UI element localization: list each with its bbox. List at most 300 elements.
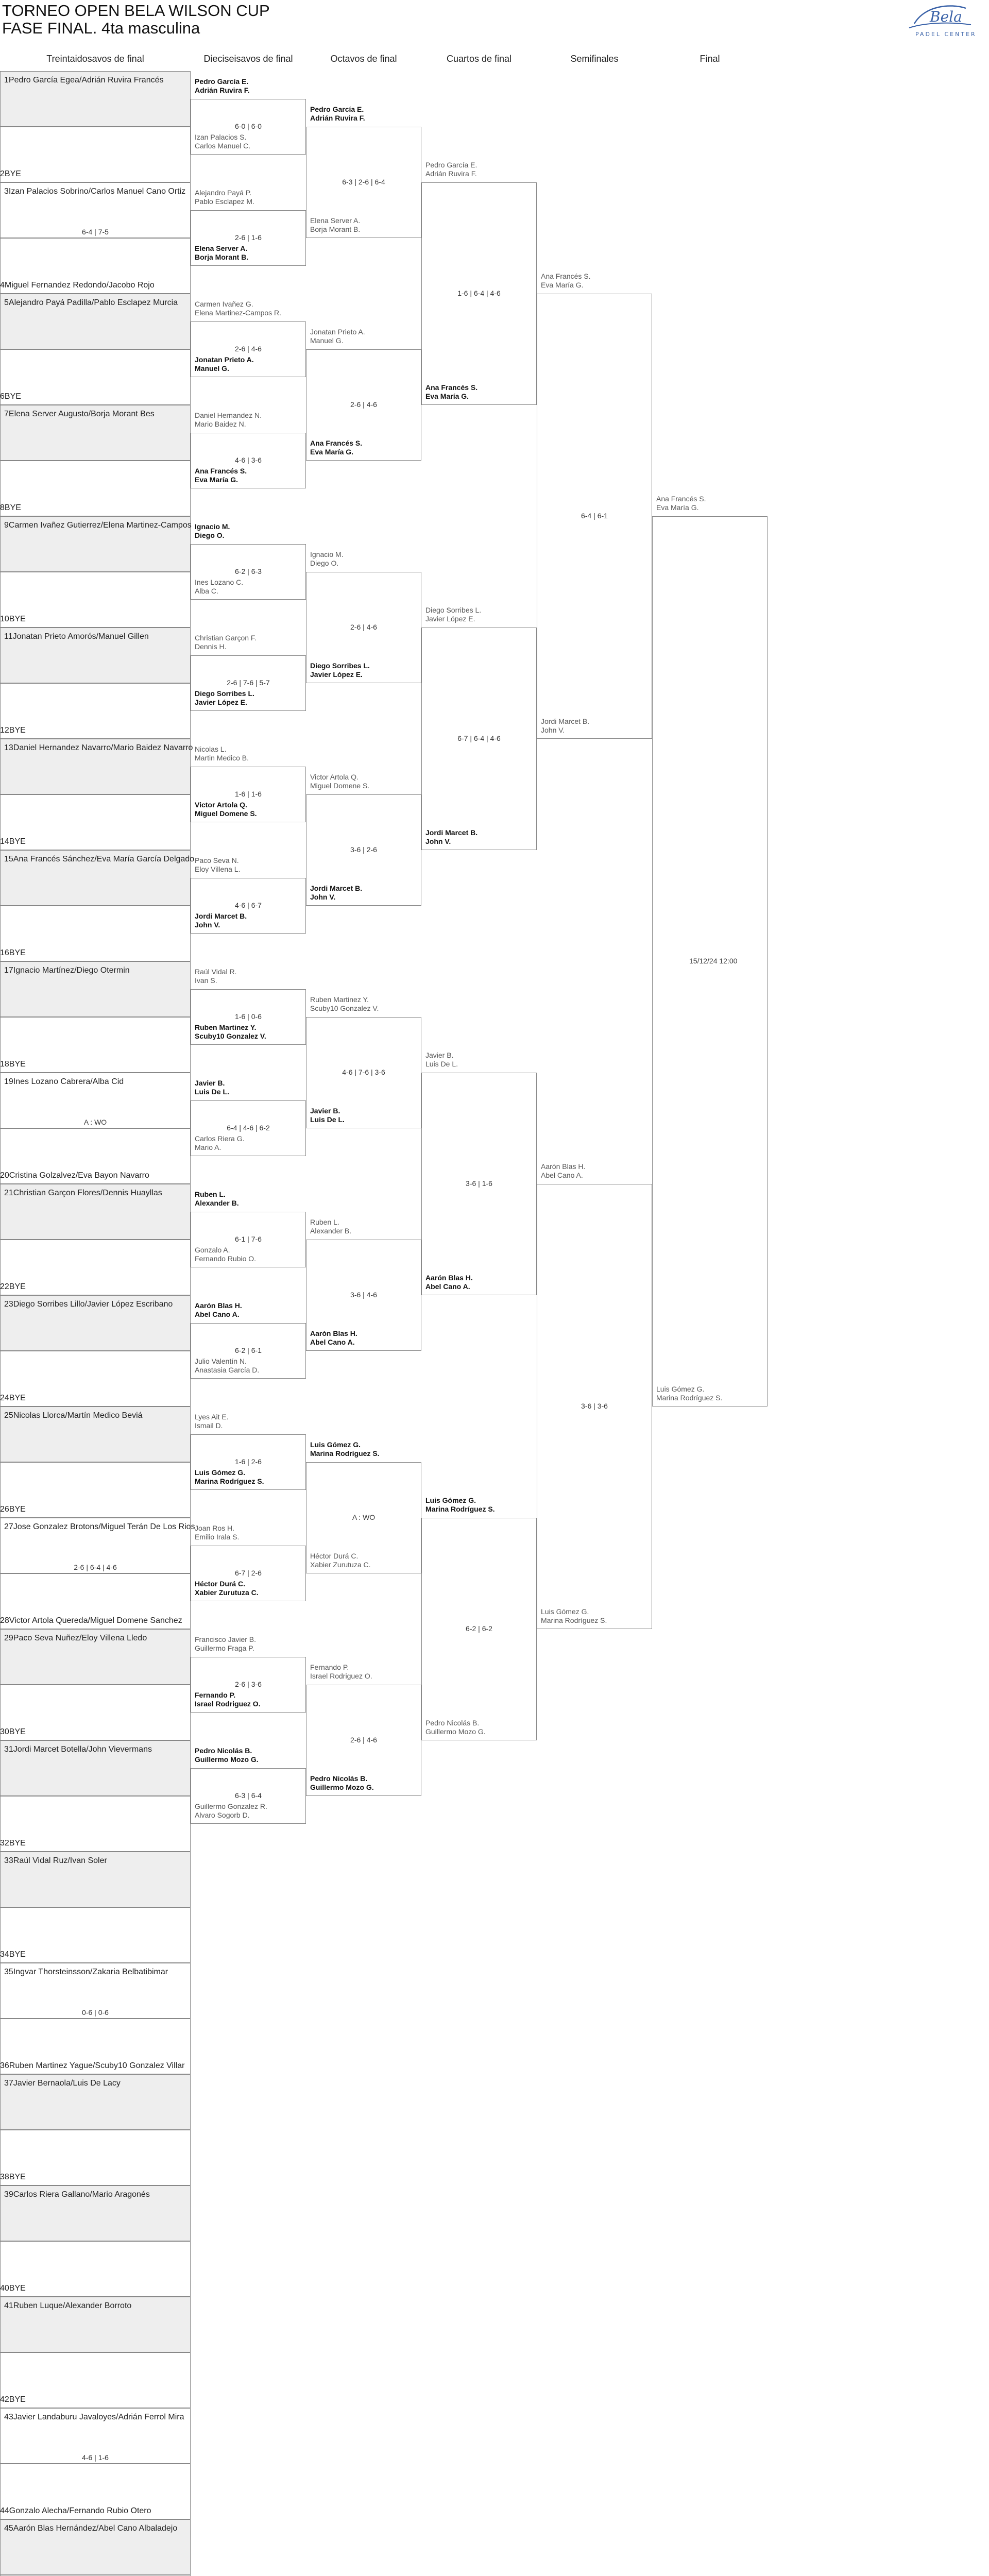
player-name: Anastasia García D.: [195, 1366, 260, 1374]
team-name: BYE: [9, 2395, 26, 2404]
player-name: Jordi Marcet B.: [195, 912, 247, 920]
team-name: BYE: [9, 615, 26, 623]
seed-number: 24: [0, 1394, 9, 1402]
seed-number: 44: [0, 2506, 9, 2515]
entry-line: [4, 1522, 195, 1532]
entry-line: [4, 1411, 143, 1420]
match-score: 1-6 | 0-6: [235, 1012, 262, 1021]
player-name: Abel Cano A.: [195, 1310, 240, 1318]
entry-slot: [0, 2352, 191, 2408]
seed-number: 26: [0, 1505, 9, 1514]
entry-slot: [0, 1240, 191, 1295]
player-name: Julio Valentín N.: [195, 1357, 247, 1365]
player-name: Diego Sorribes L.: [195, 689, 254, 698]
team-name: Jordi Marcet Botella/John Vievermans: [13, 1745, 152, 1754]
player-name: Pedro Nicolás B.: [425, 1719, 480, 1727]
entry-line: [0, 1727, 26, 1737]
entry-line: [0, 2061, 184, 2071]
match-score: 1-6 | 2-6: [235, 1458, 262, 1466]
player-name: Guillermo Mozo G.: [425, 1727, 486, 1736]
seed-number: 42: [0, 2395, 9, 2404]
match-score: 6-4 | 7-5: [82, 228, 109, 236]
team-name: Diego Sorribes Lillo/Javier López Escribano: [13, 1300, 173, 1309]
seed-number: 19: [4, 1077, 13, 1086]
entry-slot: [0, 1685, 191, 1740]
entry-line: [0, 2173, 26, 2182]
team-name: BYE: [9, 1839, 26, 1848]
match-score: 1-6 | 6-4 | 4-6: [457, 289, 501, 297]
team-name: Ines Lozano Cabrera/Alba Cid: [13, 1077, 124, 1086]
match-score: 6-3 | 2-6 | 6-4: [342, 178, 385, 186]
player-name: Luis De L.: [310, 1115, 345, 1124]
match-score: 6-4 | 6-1: [581, 512, 608, 520]
player-name: Nicolas L.: [195, 745, 227, 753]
player-name: Alba C.: [195, 587, 218, 595]
player-name: Javier López E.: [425, 615, 475, 623]
player-name: Emilio Irala S.: [195, 1533, 240, 1541]
entry-line: [4, 2079, 121, 2088]
player-name: Ruben Martinez Y.: [310, 995, 369, 1004]
player-name: Pedro García E.: [425, 161, 478, 169]
player-name: Javier B.: [195, 1079, 225, 1087]
player-name: Jonatan Prieto A.: [195, 355, 254, 364]
player-name: Daniel Hernandez N.: [195, 411, 262, 419]
team-name: BYE: [9, 2284, 26, 2293]
team-name: Victor Artola Quereda/Miguel Domene Sanchez: [9, 1616, 182, 1625]
round-header: Octavos de final: [330, 54, 397, 64]
match-score: 4-6 | 6-7: [235, 901, 262, 909]
team-name: BYE: [9, 2173, 26, 2181]
match-score: 6-3 | 6-4: [235, 1791, 262, 1800]
player-name: Luis Gómez G.: [425, 1496, 476, 1504]
player-name: Carmen Ivañez G.: [195, 300, 253, 308]
match-score: 6-0 | 6-0: [235, 122, 262, 130]
entry-slot: [0, 794, 191, 850]
player-name: Diego Sorribes L.: [310, 662, 370, 670]
entry-line: [0, 1394, 26, 1403]
player-name: Jonatan Prieto A.: [310, 328, 365, 336]
team-name: Christian Garçon Flores/Dennis Huayllas: [13, 1189, 162, 1197]
seed-number: 1: [4, 76, 9, 84]
player-name: Javier López E.: [195, 698, 247, 706]
entry-slot: [0, 1351, 191, 1406]
player-name: Luis De L.: [195, 1088, 229, 1096]
player-name: Paco Seva N.: [195, 856, 239, 865]
player-name: Abel Cano A.: [541, 1171, 583, 1179]
player-name: Javier B.: [310, 1107, 340, 1115]
player-name: Luis De L.: [425, 1060, 458, 1068]
match-score: 2-6 | 4-6: [350, 1736, 377, 1744]
team-name: Alejandro Payá Padilla/Pablo Esclapez Murcia: [8, 298, 178, 307]
seed-number: 18: [0, 1060, 9, 1069]
player-name: Adrián Ruvira F.: [195, 86, 250, 94]
player-name: Ines Lozano C.: [195, 578, 244, 586]
entry-slot: [0, 906, 191, 961]
seed-number: 39: [4, 2190, 13, 2199]
match-score: 2-6 | 4-6: [350, 400, 377, 409]
player-name: Victor Artola Q.: [310, 773, 359, 781]
player-name: Marina Rodríguez S.: [195, 1477, 264, 1485]
player-name: Xabier Zurutuza C.: [195, 1588, 259, 1597]
player-name: Manuel G.: [195, 364, 229, 372]
entry-line: [4, 410, 155, 419]
logo-word: Bela: [930, 8, 962, 25]
player-name: Marina Rodríguez S.: [656, 1394, 723, 1402]
player-name: Héctor Durá C.: [310, 1552, 359, 1560]
team-name: Paco Seva Nuñez/Eloy Villena Lledo: [13, 1634, 147, 1642]
player-name: Ana Francés S.: [541, 272, 591, 280]
player-name: Javier B.: [425, 1051, 454, 1059]
seed-number: 6: [0, 392, 5, 401]
entry-slot: [0, 349, 191, 405]
player-name: Ivan S.: [195, 976, 217, 985]
player-name: Aarón Blas H.: [195, 1301, 242, 1310]
entry-line: [0, 1282, 26, 1292]
player-name: Miguel Domene S.: [195, 809, 257, 818]
seed-number: 34: [0, 1950, 9, 1959]
player-name: Elena Server A.: [310, 216, 361, 225]
player-name: Eva María G.: [310, 448, 354, 456]
player-name: Carlos Manuel C.: [195, 142, 251, 150]
player-name: Victor Artola Q.: [195, 801, 247, 809]
player-name: Scuby10 Gonzalez V.: [310, 1004, 379, 1012]
player-name: Eloy Villena L.: [195, 865, 241, 873]
seed-number: 33: [4, 1856, 13, 1865]
team-name: Gonzalo Alecha/Fernando Rubio Otero: [9, 2506, 151, 2515]
player-name: Alexander B.: [195, 1199, 239, 1207]
player-name: John V.: [310, 893, 336, 901]
entry-line: [0, 1171, 149, 1180]
player-name: Pedro García E.: [310, 105, 364, 113]
seed-number: 17: [4, 966, 13, 975]
match-score: 4-6 | 3-6: [235, 456, 262, 464]
player-name: Izan Palacios S.: [195, 133, 247, 141]
entry-line: [0, 281, 155, 290]
entry-line: [0, 1616, 182, 1625]
round-header: Dieciseisavos de final: [203, 54, 293, 64]
player-name: Jordi Marcet B.: [425, 828, 478, 837]
player-name: Xabier Zurutuza C.: [310, 1561, 371, 1569]
player-name: Eva María G.: [656, 503, 699, 512]
player-name: Diego O.: [310, 559, 339, 567]
entry-slot: [0, 127, 191, 182]
entry-line: [0, 2284, 26, 2293]
team-name: Jonatan Prieto Amorós/Manuel Gillen: [12, 632, 149, 641]
player-name: Borja Morant B.: [195, 253, 249, 261]
seed-number: 30: [0, 1727, 9, 1736]
player-name: Dennis H.: [195, 642, 227, 651]
entry-line: [4, 1968, 168, 1977]
match-score: A : WO: [83, 1118, 107, 1126]
team-name: BYE: [9, 1394, 26, 1402]
entry-line: [4, 1189, 162, 1198]
player-name: Elena Server A.: [195, 244, 248, 252]
seed-number: 25: [4, 1411, 13, 1420]
entry-line: [4, 521, 192, 530]
seed-number: 14: [0, 837, 9, 846]
player-name: Ignacio M.: [310, 550, 344, 558]
player-name: Elena Martinez-Campos R.: [195, 309, 282, 317]
player-name: Javier López E.: [310, 670, 363, 679]
entry-line: [4, 1077, 124, 1087]
team-name: BYE: [9, 1727, 26, 1736]
entry-slot: [0, 1907, 191, 1963]
phase-title: FASE FINAL. 4ta masculina: [2, 19, 200, 37]
player-name: Manuel G.: [310, 336, 344, 345]
player-name: Ismail D.: [195, 1421, 223, 1430]
seed-number: 21: [4, 1189, 13, 1197]
entry-line: [4, 76, 164, 85]
bela-padel-logo: [894, 3, 981, 39]
seed-number: 32: [0, 1839, 9, 1848]
player-name: Mario A.: [195, 1143, 221, 1151]
player-name: Adrián Ruvira F.: [425, 170, 477, 178]
team-name: Cristina Golzalvez/Eva Bayon Navarro: [9, 1171, 149, 1180]
player-name: Marina Rodríguez S.: [310, 1449, 380, 1458]
match-score: 3-6 | 2-6: [350, 845, 377, 854]
player-name: Pedro García E.: [195, 77, 249, 86]
seed-number: 36: [0, 2061, 9, 2070]
team-name: Carlos Riera Gallano/Mario Aragonés: [13, 2190, 150, 2199]
entry-line: [4, 1856, 107, 1866]
match-score: 2-6 | 6-4 | 4-6: [74, 1563, 117, 1571]
player-name: Pedro Nicolás B.: [195, 1747, 252, 1755]
team-name: Ingvar Thorsteinsson/Zakaria Belbatibimar: [13, 1968, 168, 1976]
match-score: 6-7 | 6-4 | 4-6: [457, 734, 501, 742]
seed-number: 11: [4, 632, 13, 641]
team-name: Ana Francés Sánchez/Eva María García Delgado: [13, 855, 195, 863]
player-name: John V.: [425, 837, 451, 845]
entry-slot: [0, 1017, 191, 1073]
team-name: BYE: [9, 1950, 26, 1959]
entry-line: [4, 2524, 177, 2533]
entry-line: [4, 855, 194, 864]
entry-slot: [0, 1462, 191, 1518]
entry-line: [4, 2190, 150, 2199]
team-name: Daniel Hernandez Navarro/Mario Baidez Navarro: [13, 743, 193, 752]
match-score: 6-2 | 6-3: [235, 567, 262, 575]
seed-number: 12: [0, 726, 9, 735]
match-score: 4-6 | 1-6: [82, 2453, 109, 2462]
round-header: Semifinales: [570, 54, 619, 64]
player-name: Luis Gómez G.: [195, 1468, 246, 1477]
seed-number: 37: [4, 2079, 13, 2088]
player-name: Guillermo Fraga P.: [195, 1644, 254, 1652]
team-name: BYE: [9, 726, 26, 735]
entry-line: [4, 1300, 173, 1309]
seed-number: 3: [4, 187, 9, 196]
entry-slot: [0, 2241, 191, 2297]
entry-line: [0, 1950, 26, 1959]
seed-number: 4: [0, 281, 5, 290]
entry-line: [4, 743, 193, 753]
player-name: Diego O.: [195, 531, 225, 539]
match-score: 2-6 | 1-6: [235, 233, 262, 242]
seed-number: 35: [4, 1968, 13, 1976]
player-name: Aarón Blas H.: [310, 1329, 357, 1337]
entry-line: [0, 726, 26, 735]
team-name: Ruben Martinez Yague/Scuby10 Gonzalez Villar: [9, 2061, 185, 2070]
team-name: Ruben Luque/Alexander Borroto: [13, 2301, 132, 2310]
player-name: Abel Cano A.: [425, 1282, 470, 1291]
player-name: Marina Rodríguez S.: [541, 1616, 607, 1624]
round-header: Treintaidosavos de final: [46, 54, 144, 64]
seed-number: 41: [4, 2301, 13, 2310]
match-score: 2-6 | 7-6 | 5-7: [227, 679, 270, 687]
player-name: John V.: [541, 726, 565, 734]
seed-number: 15: [4, 855, 13, 863]
seed-number: 22: [0, 1282, 9, 1291]
seed-number: 16: [0, 948, 9, 957]
player-name: Israel Rodriguez O.: [310, 1672, 372, 1680]
entry-line: [4, 1745, 152, 1754]
team-name: Javier Bernaola/Luis De Lacy: [13, 2079, 121, 2088]
player-name: Ana Francés S.: [656, 495, 706, 503]
seed-number: 28: [0, 1616, 9, 1625]
seed-number: 45: [4, 2524, 13, 2533]
player-name: Joan Ros H.: [195, 1524, 235, 1532]
player-name: John V.: [195, 921, 220, 929]
player-name: Abel Cano A.: [310, 1338, 355, 1346]
team-name: BYE: [9, 837, 26, 846]
entry-line: [0, 1505, 26, 1514]
player-name: Francisco Javier B.: [195, 1635, 257, 1643]
entry-line: [0, 1060, 26, 1069]
player-name: Lyes Ait E.: [195, 1413, 229, 1421]
seed-number: 7: [4, 410, 9, 418]
player-name: Ana Francés S.: [195, 467, 247, 475]
player-name: Luis Gómez G.: [656, 1385, 705, 1393]
player-name: Christian Garçon F.: [195, 634, 257, 642]
player-name: Ana Francés S.: [310, 439, 363, 447]
team-name: BYE: [4, 392, 21, 401]
team-name: BYE: [9, 1060, 26, 1069]
player-name: Luis Gómez G.: [310, 1440, 361, 1449]
entry-line: [0, 837, 26, 846]
round-header: Final: [700, 54, 720, 64]
entry-line: [4, 2413, 184, 2422]
team-name: Ignacio Martínez/Diego Otermin: [13, 966, 130, 975]
entry-line: [4, 2301, 131, 2311]
seed-number: 13: [4, 743, 13, 752]
player-name: Mario Baidez N.: [195, 420, 246, 428]
entry-slot: [0, 461, 191, 516]
entry-slot: [0, 1796, 191, 1852]
team-name: Aarón Blas Hernández/Abel Cano Albaladejo: [13, 2524, 178, 2533]
seed-number: 20: [0, 1171, 9, 1180]
player-name: Miguel Domene S.: [310, 782, 370, 790]
player-name: Aarón Blas H.: [425, 1274, 473, 1282]
tournament-title: TORNEO OPEN BELA WILSON CUP: [2, 2, 270, 20]
player-name: Borja Morant B.: [310, 225, 361, 233]
seed-number: 5: [4, 298, 9, 307]
player-name: Alvaro Sogorb D.: [195, 1811, 250, 1819]
player-name: Luis Gómez G.: [541, 1607, 589, 1616]
match-score: 2-6 | 4-6: [235, 345, 262, 353]
player-name: Alexander B.: [310, 1227, 352, 1235]
entry-line: [0, 2506, 151, 2516]
match-score: 4-6 | 7-6 | 3-6: [342, 1068, 385, 1076]
player-name: Ruben L.: [310, 1218, 339, 1226]
player-name: Eva María G.: [541, 281, 584, 289]
player-name: Guillermo Gonzalez R.: [195, 1802, 267, 1810]
match-score: 3-6 | 3-6: [581, 1402, 608, 1410]
player-name: Fernando Rubio O.: [195, 1255, 257, 1263]
match-score: 6-4 | 4-6 | 6-2: [227, 1124, 270, 1132]
player-name: Israel Rodriguez O.: [195, 1700, 261, 1708]
entry-line: [0, 170, 21, 179]
match-score: 3-6 | 1-6: [466, 1179, 492, 1188]
seed-number: 31: [4, 1745, 13, 1754]
seed-number: 23: [4, 1300, 13, 1309]
player-name: Jordi Marcet B.: [541, 717, 590, 725]
seed-number: 10: [0, 615, 9, 623]
match-score: 1-6 | 1-6: [235, 790, 262, 798]
team-name: Carmen Ivañez Gutierrez/Elena Martinez-Campos: [8, 521, 192, 530]
player-name: Eva María G.: [425, 392, 469, 400]
team-name: BYE: [9, 1505, 26, 1514]
match-score: 2-6 | 3-6: [235, 1680, 262, 1688]
team-name: BYE: [9, 1282, 26, 1291]
player-name: Adrián Ruvira F.: [310, 114, 365, 122]
team-name: BYE: [9, 948, 26, 957]
player-name: Jordi Marcet B.: [310, 884, 363, 892]
player-name: Guillermo Mozo G.: [310, 1783, 374, 1791]
player-name: Carlos Riera G.: [195, 1134, 245, 1143]
round-header: Cuartos de final: [446, 54, 512, 64]
team-name: Jose Gonzalez Brotons/Miguel Terán De Los Rios: [13, 1522, 195, 1531]
team-name: Pedro García Egea/Adrián Ruvira Francés: [8, 76, 164, 84]
seed-number: 9: [4, 521, 9, 530]
player-name: Pablo Esclapez M.: [195, 197, 254, 206]
player-name: Héctor Durá C.: [195, 1580, 246, 1588]
player-name: Fernando P.: [195, 1691, 236, 1699]
seed-number: 29: [4, 1634, 13, 1642]
team-name: Izan Palacios Sobrino/Carlos Manuel Cano Ortiz: [8, 187, 186, 196]
entry-line: [4, 298, 178, 308]
entry-slot: [0, 572, 191, 628]
match-score: 0-6 | 0-6: [82, 2008, 109, 2016]
match-score: 6-2 | 6-1: [235, 1346, 262, 1354]
player-name: Ana Francés S.: [425, 383, 478, 392]
entry-line: [4, 187, 185, 196]
entry-line: [4, 632, 149, 641]
entry-line: [0, 948, 26, 958]
entry-slot: [0, 683, 191, 739]
team-name: Miguel Fernandez Redondo/Jacobo Rojo: [4, 281, 155, 290]
team-name: BYE: [4, 503, 21, 512]
match-score: 2-6 | 4-6: [350, 623, 377, 631]
player-name: Marina Rodríguez S.: [425, 1505, 495, 1513]
player-name: Diego Sorribes L.: [425, 606, 482, 614]
team-name: BYE: [4, 170, 21, 178]
player-name: Scuby10 Gonzalez V.: [195, 1032, 266, 1040]
player-name: Martin Medico B.: [195, 754, 249, 762]
player-name: Aarón Blas H.: [541, 1162, 586, 1171]
seed-number: 8: [0, 503, 5, 512]
player-name: Ruben Martinez Y.: [195, 1023, 257, 1031]
entry-line: [0, 615, 26, 624]
team-name: Nicolas Llorca/Martín Medico Beviá: [13, 1411, 143, 1420]
match-score: 3-6 | 4-6: [350, 1291, 377, 1299]
match-score: 6-2 | 6-2: [466, 1624, 492, 1633]
entry-line: [0, 1839, 26, 1848]
match-score: 6-1 | 7-6: [235, 1235, 262, 1243]
match-score: A : WO: [352, 1513, 376, 1521]
player-name: Ruben L.: [195, 1190, 226, 1198]
player-name: Eva María G.: [195, 476, 238, 484]
entry-line: [4, 966, 130, 975]
